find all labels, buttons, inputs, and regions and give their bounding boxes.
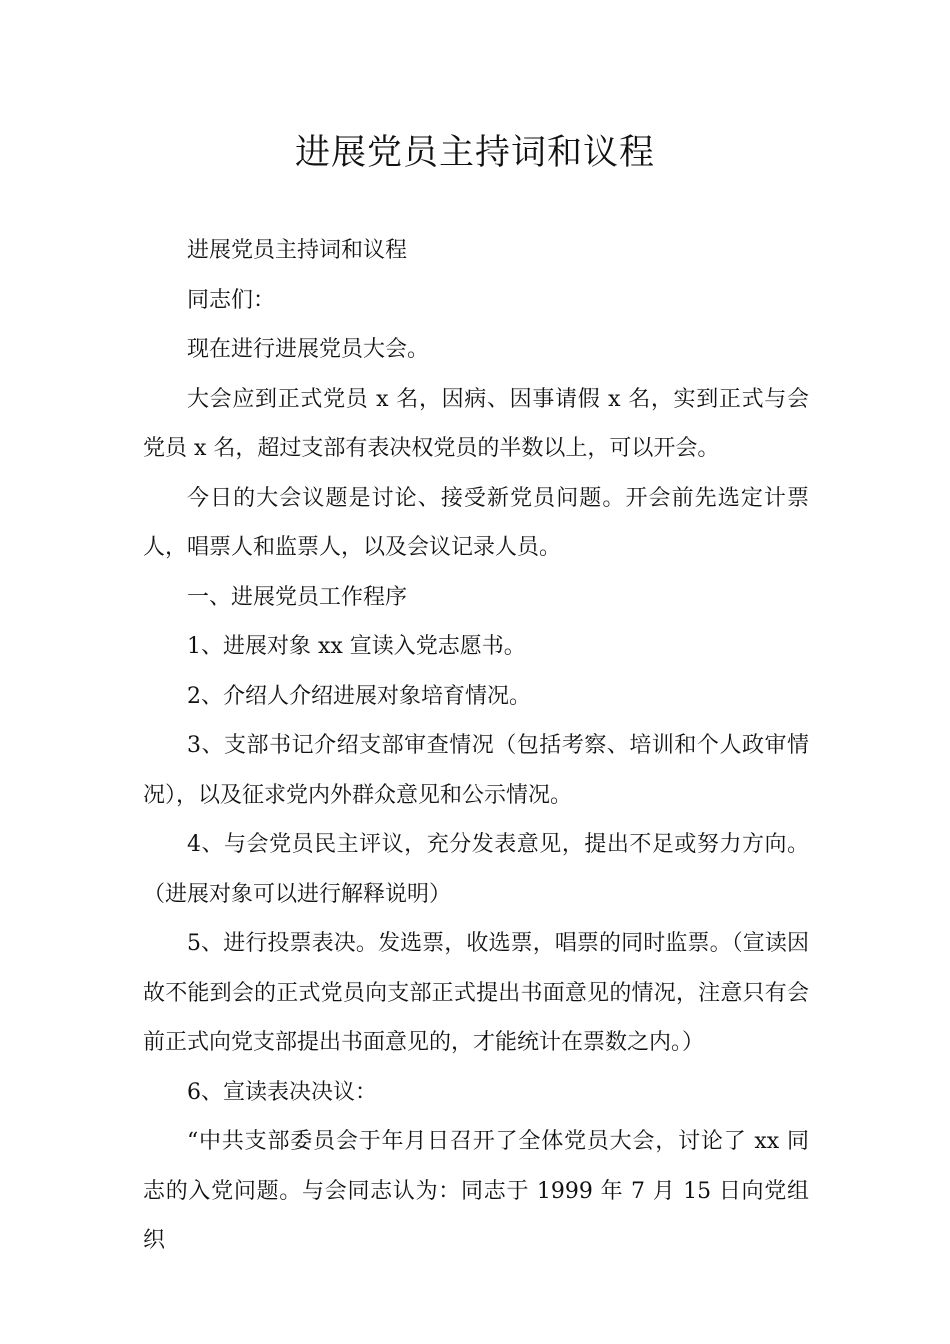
paragraph-step-4: 4、与会党员民主评议，充分发表意见，提出不足或努力方向。（进展对象可以进行解释说明）: [143, 832, 809, 907]
paragraph-subtitle: 进展党员主持词和议程: [187, 238, 408, 263]
paragraph-greeting: 同志们：: [187, 287, 276, 313]
paragraph-attendance: 大会应到正式党员 x 名，因病、因事请假 x 名，实到正式与会党员 x 名，超过支部有表决权党员的半数以上，可以开会。: [143, 386, 809, 461]
paragraph-step-1: 1、进展对象 xx 宣读入党志愿书。: [187, 634, 526, 659]
paragraph-step-6: 6、宣读表决决议：: [187, 1079, 377, 1105]
paragraph-step-2: 2、介绍人介绍进展对象培育情况。: [187, 683, 531, 709]
section-heading: 一、进展党员工作程序: [187, 584, 408, 610]
document-body: [143, 226, 809, 1266]
paragraph-resolution-quote: “中共支部委员会于年月日召开了全体党员大会，讨论了 xx 同志的入党问题。与会同志认为：同志于 1999 年 7 月 15 日向党组织: [143, 1129, 809, 1253]
paragraph-step-3: 3、支部书记介绍支部审查情况（包括考察、培训和个人政审情况），以及征求党内外群众意见和公示情况。: [143, 733, 809, 808]
paragraph-agenda: 今日的大会议题是讨论、接受新党员问题。开会前先选定计票人，唱票人和监票人，以及会议记录人员。: [143, 485, 809, 560]
paragraph-step-5: 5、进行投票表决。发选票，收选票，唱票的同时监票。（宣读因故不能到会的正式党员向支部正式提出书面意见的情况，注意只有会前正式向党支部提出书面意见的，才能统计在票数之内。）: [143, 931, 809, 1055]
paragraph-opening: 现在进行进展党员大会。: [187, 337, 430, 362]
document-title: 进展党员主持词和议程: [294, 133, 655, 173]
